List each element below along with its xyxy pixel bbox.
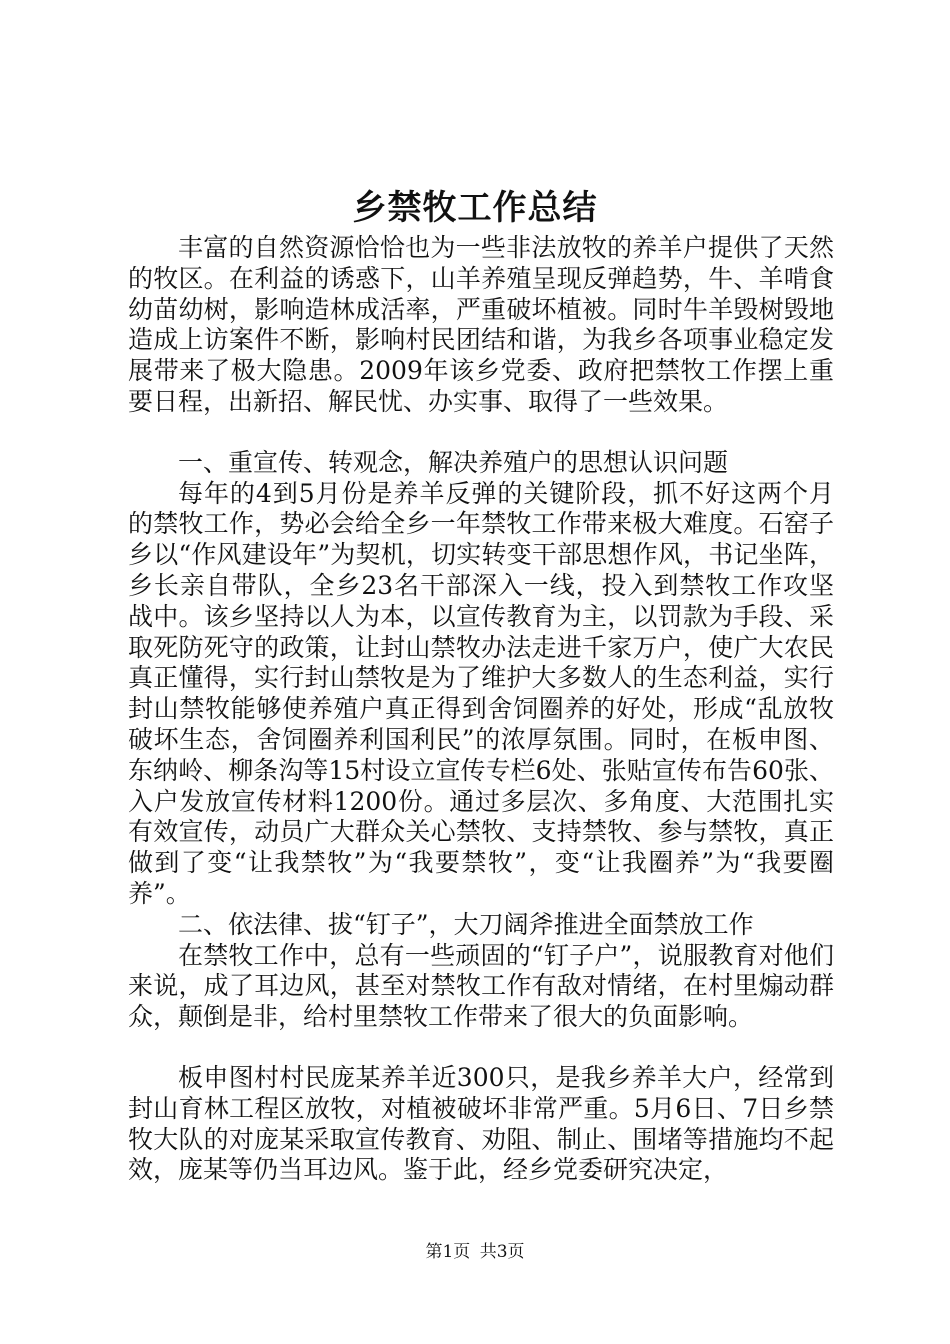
page-footer	[0, 1241, 950, 1263]
paragraph-intro: 丰富的自然资源恰恰也为一些非法放牧的养羊户提供了天然的牧区。在利益的诱惑下，山羊养殖呈现反弹趋势，牛、羊啃食幼苗幼树，影响造林成活率，严重破坏植被。同时牛羊毁树毁地造成上访案件不断，影响村民团结和谐，为我乡各项事业稳定发展带来了极大隐患。2009年该乡党委、政府把禁牧工作摆上重要日程，出新招、解民忧、办实事、取得了一些效果。	[128, 233, 834, 416]
page-number: 第1页	[425, 1242, 471, 1262]
document-body	[128, 233, 834, 1186]
page-total: 共3页	[479, 1242, 525, 1262]
paragraph-section-1: 每年的4到5月份是养羊反弹的关键阶段，抓不好这两个月的禁牧工作，势必会给全乡一年禁牧工作带来极大难度。石窑子乡以“作风建设年”为契机，切实转变干部思想作风，书记坐阵，乡长亲自带队，全乡23名干部深入一线，投入到禁牧工作攻坚战中。该乡坚持以人为本，以宣传教育为主，以罚款为手段、采取死防死守的政策，让封山禁牧办法走进千家万户，使广大农民真正懂得，实行封山禁牧是为了维护大多数人的生态利益，实行封山禁牧能够使养殖户真正得到舍饲圈养的好处，形成“乱放牧破坏生态，舍饲圈养利国利民”的浓厚氛围。同时，在板申图、东纳岭、柳条沟等15村设立宣传专栏6处、张贴宣传布告60张、入户发放宣传材料1200份。通过多层次、多角度、大范围扎实有效宣传，动员广大群众关心禁牧、支持禁牧、参与禁牧，真正做到了变“让我禁牧”为“我要禁牧”，变“让我圈养”为“我要圈养”。	[128, 478, 834, 908]
page-title: 乡禁牧工作总结	[352, 188, 598, 228]
section-heading-2: 二、依法律、拔“钉子”，大刀阔斧推进全面禁放工作	[178, 909, 754, 939]
paragraph-case: 板申图村村民庞某养羊近300只，是我乡养羊大户，经常到封山育林工程区放牧，对植被破坏非常严重。5月6日、7日乡禁牧大队的对庞某采取宣传教育、劝阻、制止、围堵等措施均不起效，庞某等仍当耳边风。鉴于此，经乡党委研究决定，	[128, 1062, 834, 1185]
paragraph-section-2: 在禁牧工作中，总有一些顽固的“钉子户”，说服教育对他们来说，成了耳边风，甚至对禁牧工作有敌对情绪，在村里煽动群众，颠倒是非，给村里禁牧工作带来了很大的负面影响。	[128, 940, 834, 1032]
section-heading-1: 一、重宣传、转观念，解决养殖户的思想认识问题	[178, 447, 729, 477]
